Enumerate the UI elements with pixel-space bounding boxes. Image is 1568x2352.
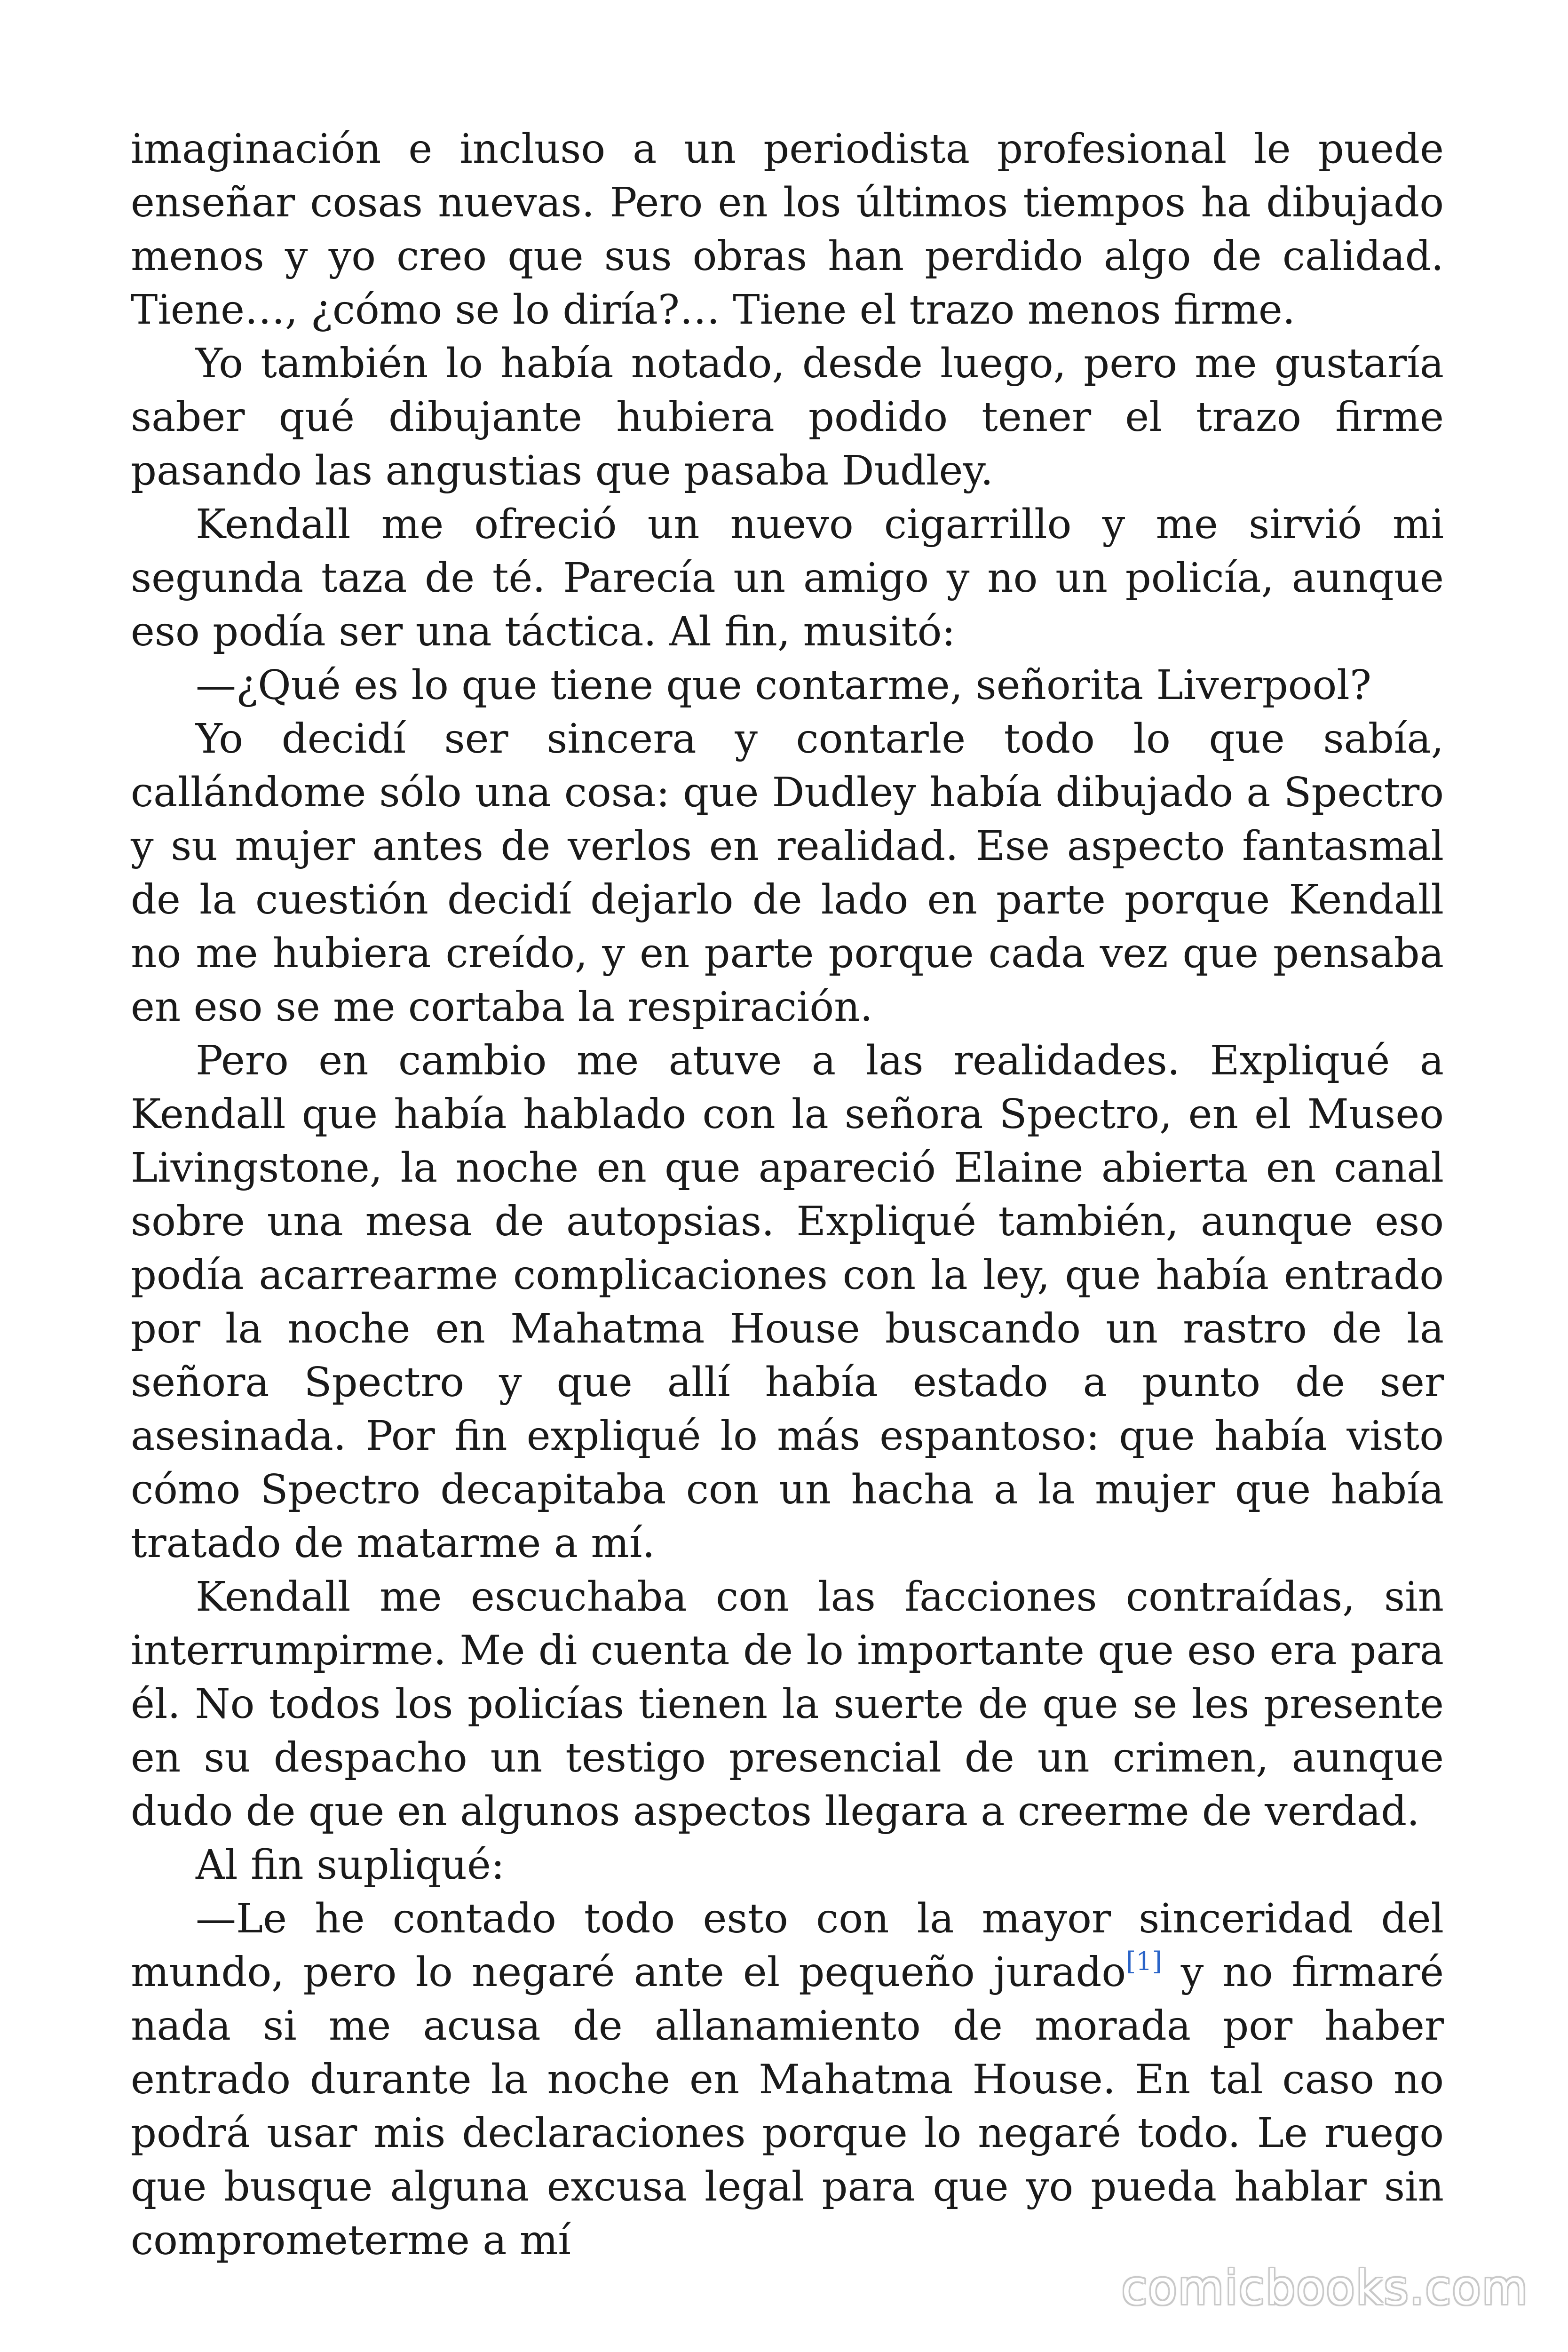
paragraph-8: Al fin supliqué:: [196, 1842, 505, 1889]
paragraph-6: Pero en cambio me atuve a las realidades. Expliqué a Kendall que había hablado con la señora Spectro, en el Museo Livingstone, la noche en que apareció Elaine abierta en canal sobre una mesa de autopsias. Expliqué también, aunque eso podía acarrearme complicaciones con la ley, que había entrado por la noche en Mahatma House buscando un rastro de la señora Spectro y que allí había estado a punto de ser asesinada. Por fin expliqué lo más espantoso: que había visto cómo Spectro decapitaba con un hacha a la mujer que había tratado de matarme a mí.: [131, 1037, 1444, 1567]
paragraph-9-text-after: y no firmaré nada si me acusa de allanamiento de morada por haber entrado durante la noche en Mahatma House. En tal caso no podrá usar mis declaraciones porque lo negaré todo. Le ruego que busque alguna excusa legal para que yo pueda hablar sin comprometerme a mí: [131, 1949, 1444, 2264]
paragraph-7: Kendall me escuchaba con las facciones contraídas, sin interrumpirme. Me di cuenta de lo importante que eso era para él. No todos los policías tienen la suerte de que se les presente en su despacho un testigo presencial de un crimen, aunque dudo de que en algunos aspectos llegara a creerme de verdad.: [131, 1573, 1444, 1835]
paragraph-3: Kendall me ofreció un nuevo cigarrillo y me sirvió mi segunda taza de té. Parecía un amigo y no un policía, aunque eso podía ser una táctica. Al fin, musitó:: [131, 501, 1444, 655]
paragraph-5: Yo decidí ser sincera y contarle todo lo que sabía, callándome sólo una cosa: que Dudley había dibujado a Spectro y su mujer antes de verlos en realidad. Ese aspecto fantasmal de la cuestión decidí dejarlo de lado en parte porque Kendall no me hubiera creído, y en parte porque cada vez que pensaba en eso se me cortaba la respiración.: [131, 715, 1444, 1031]
watermark-logo: comicbooks.com: [1121, 2260, 1528, 2315]
paragraph-2: Yo también lo había notado, desde luego, pero me gustaría saber qué dibujante hubiera podido tener el trazo firme pasando las angustias que pasaba Dudley.: [131, 340, 1444, 494]
paragraph-4: —¿Qué es lo que tiene que contarme, señorita Liverpool?: [196, 662, 1371, 709]
paragraph-1: imaginación e incluso a un periodista profesional le puede enseñar cosas nuevas. Pero en los últimos tiempos ha dibujado menos y yo creo que sus obras han perdido algo de calidad. Tiene…, ¿cómo se lo diría?… Tiene el trazo menos firme.: [131, 126, 1444, 334]
paragraph-9-text-before: —Le he contado todo esto con la mayor sinceridad del mundo, pero lo negaré ante el pequeño jurado: [131, 1895, 1444, 1996]
paragraph-9: [131, 1892, 1444, 2267]
footnote-link[interactable]: [1]: [1126, 1947, 1162, 1976]
book-page-text: [131, 122, 1444, 2267]
